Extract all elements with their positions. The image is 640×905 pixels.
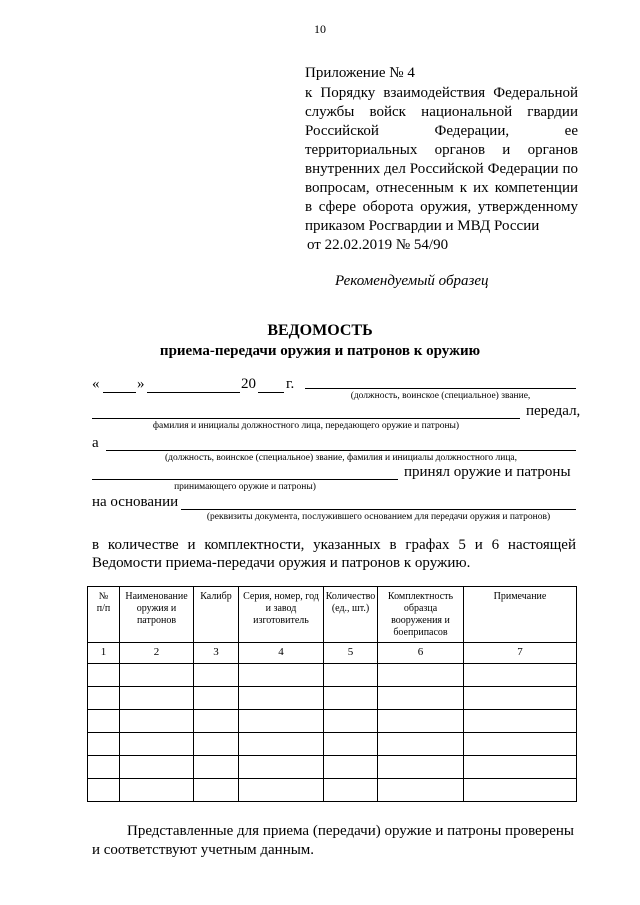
table-cell[interactable] <box>464 733 577 756</box>
table-cell[interactable] <box>378 733 464 756</box>
caption-position: (должность, воинское (специальное) звание, <box>350 391 531 401</box>
table-row <box>88 664 577 687</box>
table-cell[interactable] <box>324 664 378 687</box>
page-number: 10 <box>314 22 326 36</box>
appendix-line: внутренних дел Российской Федерации по <box>305 161 578 177</box>
year-suffix: г. <box>286 376 295 392</box>
footer-line: Представленные для приема (передачи) оружие и патроны проверены <box>127 823 574 839</box>
appendix-line: приказом Росгвардии и МВД России <box>305 218 540 234</box>
table-cell[interactable] <box>120 710 194 733</box>
table-cell[interactable] <box>378 664 464 687</box>
table-cell[interactable] <box>464 687 577 710</box>
recommended-sample-label: Рекомендуемый образец <box>335 273 489 289</box>
column-number: 3 <box>194 643 239 664</box>
table-cell[interactable] <box>464 710 577 733</box>
month-field[interactable] <box>147 392 240 393</box>
table-cell[interactable] <box>378 687 464 710</box>
table-cell[interactable] <box>88 779 120 802</box>
document-subtitle: приема-передачи оружия и патронов к оружию <box>159 343 481 359</box>
table-row <box>88 687 577 710</box>
appendix-line: вопросам, отнесенным к их компетенции <box>305 180 578 196</box>
receiver-name-field[interactable] <box>92 479 398 480</box>
table-row <box>88 779 577 802</box>
table-cell[interactable] <box>378 756 464 779</box>
table-cell[interactable] <box>378 779 464 802</box>
received-label: принял оружие и патроны <box>404 464 571 480</box>
table-cell[interactable] <box>324 733 378 756</box>
column-header: Примечание <box>464 587 577 643</box>
table-cell[interactable] <box>88 687 120 710</box>
column-number: 2 <box>120 643 194 664</box>
column-number: 4 <box>239 643 324 664</box>
table-cell[interactable] <box>464 664 577 687</box>
table-cell[interactable] <box>239 664 324 687</box>
table-cell[interactable] <box>120 664 194 687</box>
document-title: ВЕДОМОСТЬ <box>267 322 373 339</box>
table-cell[interactable] <box>194 710 239 733</box>
table-cell[interactable] <box>120 687 194 710</box>
table-cell[interactable] <box>88 664 120 687</box>
appendix-line: территориальных органов и органов <box>305 142 578 158</box>
basis-field[interactable] <box>181 509 576 510</box>
table-cell[interactable] <box>120 733 194 756</box>
table-cell[interactable] <box>194 687 239 710</box>
paragraph-line: Ведомости приема-передачи оружия и патронов к оружию. <box>92 555 471 571</box>
transferor-name-field[interactable] <box>92 418 520 419</box>
column-number: 6 <box>378 643 464 664</box>
paragraph-line: в количестве и комплектности, указанных в графах 5 и 6 настоящей <box>92 537 576 553</box>
table-cell[interactable] <box>88 733 120 756</box>
table-cell[interactable] <box>324 779 378 802</box>
table-cell[interactable] <box>324 756 378 779</box>
table-cell[interactable] <box>464 756 577 779</box>
caption-receiver-name: принимающего оружие и патроны) <box>174 482 316 492</box>
table-cell[interactable] <box>239 756 324 779</box>
caption-transferor-name: фамилия и инициалы должностного лица, передающего оружие и патроны) <box>152 421 460 431</box>
table-cell[interactable] <box>120 756 194 779</box>
column-header: Серия, номер, год и завод изготовитель <box>239 587 324 643</box>
column-number: 1 <box>88 643 120 664</box>
table-cell[interactable] <box>239 779 324 802</box>
table-cell[interactable] <box>88 710 120 733</box>
table-cell[interactable] <box>194 756 239 779</box>
column-header: Комплектность образца вооружения и боеприпасов <box>378 587 464 643</box>
column-header: № п/п <box>88 587 120 643</box>
appendix-line: службы войск национальной гвардии <box>305 104 578 120</box>
table-cell[interactable] <box>239 733 324 756</box>
column-header: Калибр <box>194 587 239 643</box>
column-number-row <box>88 643 577 664</box>
transferred-label: передал, <box>526 403 581 419</box>
appendix-title: Приложение № 4 <box>305 65 415 81</box>
table-cell[interactable] <box>324 710 378 733</box>
table-cell[interactable] <box>194 733 239 756</box>
transferor-position-field[interactable] <box>305 388 576 389</box>
appendix-line: Российской Федерации, ее <box>305 123 578 139</box>
table-cell[interactable] <box>239 710 324 733</box>
table-cell[interactable] <box>324 687 378 710</box>
caption-receiver-position: (должность, воинское (специальное) звание, фамилия и инициалы должностного лица, <box>164 453 518 463</box>
table-cell[interactable] <box>194 664 239 687</box>
day-field[interactable] <box>103 392 136 393</box>
receiver-position-field[interactable] <box>106 450 576 451</box>
table-row <box>88 733 577 756</box>
and-label: а <box>92 435 99 451</box>
quote-close: » <box>137 376 145 392</box>
appendix-order: от 22.02.2019 № 54/90 <box>307 237 449 253</box>
table-cell[interactable] <box>120 779 194 802</box>
table-cell[interactable] <box>464 779 577 802</box>
table-cell[interactable] <box>378 710 464 733</box>
column-number: 5 <box>324 643 378 664</box>
table-header-row <box>88 587 577 643</box>
year-field[interactable] <box>258 392 284 393</box>
table-cell[interactable] <box>88 756 120 779</box>
quote-open: « <box>92 376 100 392</box>
appendix-line: в сфере оборота оружия, утвержденному <box>305 199 578 215</box>
appendix-line: к Порядку взаимодействия Федеральной <box>305 85 578 101</box>
basis-label: на основании <box>92 494 179 510</box>
column-number: 7 <box>464 643 577 664</box>
weapons-table <box>87 586 577 802</box>
table-row <box>88 756 577 779</box>
column-header: Наименование оружия и патронов <box>120 587 194 643</box>
table-cell[interactable] <box>239 687 324 710</box>
caption-basis: (реквизиты документа, послужившего основанием для передачи оружия и патронов) <box>206 512 551 522</box>
footer-line: и соответствуют учетным данным. <box>92 842 315 858</box>
table-row <box>88 710 577 733</box>
table-cell[interactable] <box>194 779 239 802</box>
column-header: Количество (ед., шт.) <box>324 587 378 643</box>
year-prefix: 20 <box>241 376 256 392</box>
